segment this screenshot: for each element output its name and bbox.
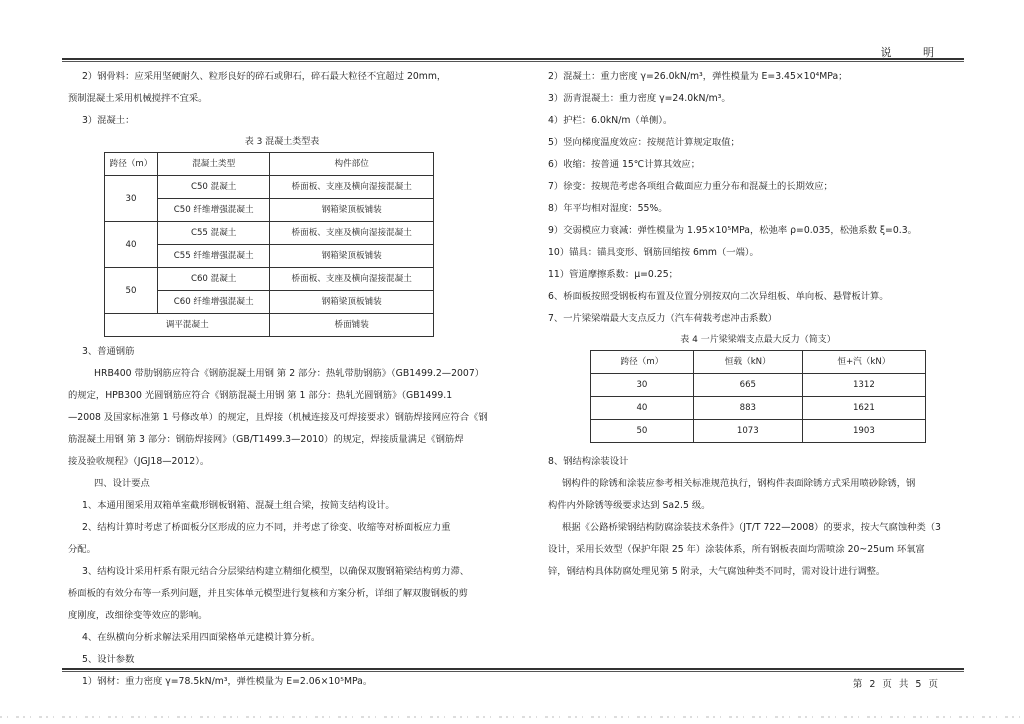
paragraph: 锌，钢结构具体防腐处理见第 5 附录，大气腐蚀种类不同时，需对设计进行调整。	[548, 566, 886, 577]
paragraph: 分配。	[68, 544, 96, 555]
paragraph: 9）交弱模应力衰减：弹性模量为 1.95×10⁵MPa，松弛率 ρ=0.035，松弛系数 ξ=0.3。	[548, 225, 917, 236]
left-column	[68, 66, 496, 693]
table-cell: 665	[693, 374, 802, 397]
paragraph: 根据《公路桥梁钢结构防腐涂装技术条件》（JT/T 722—2008）的要求，按大气腐蚀种类（3	[562, 522, 941, 533]
table-cell: C55 混凝土	[158, 222, 270, 245]
table4-caption: 表 4 一片梁梁端支点最大反力（简支）	[680, 335, 836, 345]
table-header-cell: 恒+汽（kN）	[802, 351, 925, 374]
table-cell: C50 混凝土	[158, 176, 270, 199]
section-heading: 3、普通钢筋	[82, 346, 135, 357]
header-title: 说 明	[880, 46, 948, 59]
paragraph: 构件内外除锈等级要求达到 Sa2.5 级。	[548, 500, 711, 511]
paragraph: 7、一片梁梁端最大支点反力（汽车荷载考虑冲击系数）	[548, 313, 778, 324]
paragraph: 4）护栏：6.0kN/m（单侧）。	[548, 115, 673, 126]
right-column	[548, 66, 968, 583]
section-heading: 四、设计要点	[94, 478, 150, 489]
table-cell: 1621	[802, 397, 925, 420]
table-cell: 桥面板、支座及横向湿接混凝土	[270, 268, 434, 291]
paragraph: 6）收缩：按普通 15℃计算其效应；	[548, 159, 701, 170]
table-cell: 883	[693, 397, 802, 420]
paragraph: HRB400 带肋钢筋应符合《钢筋混凝土用钢 第 2 部分：热轧带肋钢筋》（GB1499.2—2007）	[94, 368, 485, 379]
paragraph: 3）沥青混凝土：重力密度 γ=24.0kN/m³。	[548, 93, 731, 104]
paragraph: 11）管道摩擦系数：μ=0.25；	[548, 269, 678, 280]
table-header-cell: 恒载（kN）	[693, 351, 802, 374]
table-cell: C60 纤维增强混凝土	[158, 291, 270, 314]
table-cell: 50	[591, 420, 694, 443]
paragraph: 2）混凝土：重力密度 γ=26.0kN/m³，弹性模量为 E=3.45×10⁴MPa；	[548, 71, 848, 82]
table-cell: 钢箱梁顶板铺装	[270, 199, 434, 222]
table-cell: 钢箱梁顶板铺装	[270, 291, 434, 314]
header-rule-thin	[62, 61, 964, 62]
paragraph: 2、结构计算时考虑了桥面板分区形成的应力不同，并考虑了徐变、收缩等对桥面板应力重	[82, 522, 451, 533]
footer-rule	[62, 668, 964, 670]
table-row	[105, 314, 434, 337]
table3-caption: 表 3 混凝土类型表	[244, 137, 320, 147]
paragraph: 设计，采用长效型（保护年限 25 年）涂装体系，所有钢板表面均需喷涂 20~25um 环氧富	[548, 544, 925, 555]
paragraph: 桥面板的有效分布等一系列问题，并且实体单元模型进行复核和方案分析，详细了解双腹钢板的剪	[68, 588, 468, 599]
table-header-cell: 构件部位	[270, 153, 434, 176]
header-rule	[62, 58, 964, 60]
paragraph: 7）徐变：按规范考虑各项组合截面应力重分布和混凝土的长期效应；	[548, 181, 833, 192]
paragraph: 的规定，HPB300 光圆钢筋应符合《钢筋混凝土用钢 第 1 部分：热轧光圆钢筋》（GB1499.1	[68, 390, 453, 401]
section-heading: 8、钢结构涂装设计	[548, 456, 629, 467]
scan-artifact-strip	[0, 712, 1024, 722]
table-cell: C55 纤维增强混凝土	[158, 245, 270, 268]
table-cell: 1073	[693, 420, 802, 443]
paragraph: 3）混凝土：	[82, 115, 135, 126]
paragraph: 10）锚具：锚具变形、钢筋回缩按 6mm（一端）。	[548, 247, 759, 258]
table-cell: 桥面板、支座及横向湿接混凝土	[270, 222, 434, 245]
table-cell: 40	[105, 222, 158, 268]
section-heading: 5、设计参数	[82, 654, 135, 665]
table-cell: 调平混凝土	[105, 314, 270, 337]
page-number: 第 2 页 共 5 页	[852, 679, 940, 690]
table-header-cell: 跨径（m）	[105, 153, 158, 176]
paragraph: 预制混凝土采用机械搅拌不宜采。	[68, 93, 208, 104]
table-header-cell: 跨径（m）	[591, 351, 694, 374]
table-cell: C50 纤维增强混凝土	[158, 199, 270, 222]
table-cell: 50	[105, 268, 158, 314]
paragraph: 接及验收规程》（JGJ18—2012）。	[68, 456, 210, 467]
paragraph: 筋混凝土用钢 第 3 部分：钢筋焊接网》（GB/T1499.3—2010）的规定，焊接质量满足《钢筋焊	[68, 434, 464, 445]
table-cell: 30	[105, 176, 158, 222]
paragraph: 8）年平均相对湿度：55%。	[548, 203, 668, 214]
table-cell: 1312	[802, 374, 925, 397]
paragraph: 1、本通用图采用双箱单室截形钢板钢箱、混凝土组合梁，按简支结构设计。	[82, 500, 395, 511]
table-row	[105, 268, 434, 291]
table-cell: C60 混凝土	[158, 268, 270, 291]
table-row	[105, 222, 434, 245]
table-row	[591, 397, 926, 420]
table-row	[105, 176, 434, 199]
table-cell: 钢箱梁顶板铺装	[270, 245, 434, 268]
table-row	[591, 374, 926, 397]
table-header-row	[591, 351, 926, 374]
support-reaction-table	[590, 350, 926, 443]
concrete-type-table	[104, 152, 434, 337]
paragraph: —2008 及国家标准第 1 号修改单）的规定，且焊接（机械连接及可焊接要求）钢筋焊接网应符合《钢	[68, 412, 488, 423]
paragraph: 3、结构设计采用杆系有限元结合分层梁结构建立精细化模型，以确保双腹钢箱梁结构剪力滞、	[82, 566, 470, 577]
paragraph: 钢构件的除锈和涂装应参考相关标准规范执行，钢构件表面除锈方式采用喷砂除锈，钢	[562, 478, 916, 489]
paragraph: 2）钢骨料：应采用坚硬耐久、粒形良好的碎石或卵石，碎石最大粒径不宜超过 20mm，	[82, 71, 447, 82]
paragraph: 度刚度，改细徐变等效应的影响。	[68, 610, 208, 621]
paragraph: 4、在纵横向分析求解法采用四面梁格单元建模计算分析。	[82, 632, 321, 643]
paragraph: 1）钢材：重力密度 γ=78.5kN/m³，弹性模量为 E=2.06×10⁵MPa。	[82, 676, 373, 687]
table-cell: 40	[591, 397, 694, 420]
table-cell: 桥面铺装	[270, 314, 434, 337]
paragraph: 5）竖向梯度温度效应：按规范计算规定取值；	[548, 137, 740, 148]
table-cell: 桥面板、支座及横向湿接混凝土	[270, 176, 434, 199]
table-row	[591, 420, 926, 443]
footer-rule-thin	[62, 671, 964, 672]
paragraph: 6、桥面板按照受钢板构布置及位置分别按双向二次异组板、单向板、悬臂板计算。	[548, 291, 889, 302]
table-cell: 30	[591, 374, 694, 397]
table-cell: 1903	[802, 420, 925, 443]
table-header-row	[105, 153, 434, 176]
table-header-cell: 混凝土类型	[158, 153, 270, 176]
